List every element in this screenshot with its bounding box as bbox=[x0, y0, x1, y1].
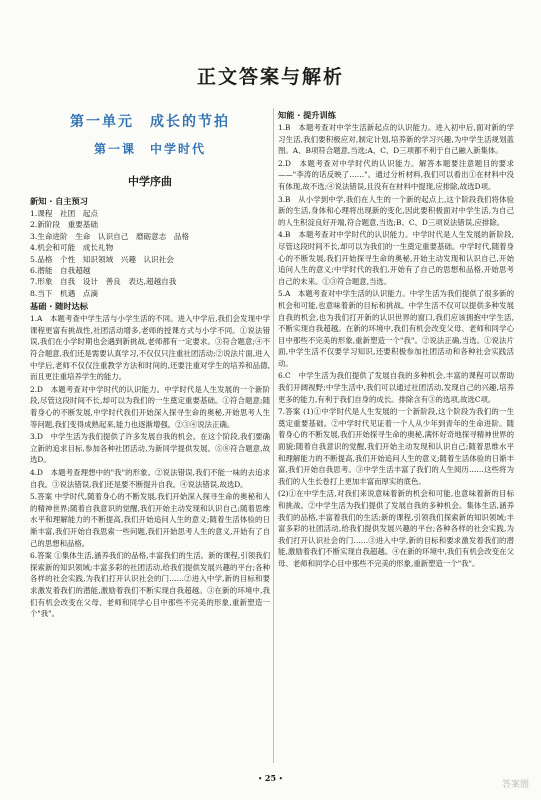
section-title: 中学序曲 bbox=[128, 175, 172, 188]
dot-icon: • bbox=[258, 775, 263, 783]
page-number bbox=[0, 773, 541, 783]
lesson-title: 第一课 中学时代 bbox=[93, 142, 206, 156]
left-column bbox=[30, 108, 270, 621]
answer-paragraph: 5.答案 中学时代,随着身心的不断发展,我们开始深入探寻生命的奥秘和人的精神世界;随着自我意识的觉醒,我们开始主动发现和认识自己;随着思维水平和理解能力的不断提高,我们开始追问人生的意义;随着生活体验的日渐丰富,我们开始自我思索一些问题,我们开始思考人生的意义,开始有了自己的思想和品格。 bbox=[30, 492, 270, 548]
practice-heading: 基础 · 随时达标 bbox=[30, 301, 88, 312]
answer-paragraph: 6.答案 ①集体生活,涵养我们的品格,丰富我们的生活。新的课程,引领我们探索新的知识领域;丰富多彩的社团活动,给我们提供发展兴趣的平台;各种各样的社会实践,为我们打开认识社会的门……②进入中学,新的目标和要求激发着我们的潜能,激励着我们不断实现自我超越。③在新的环境中,我们有机会改变在父母、老师和同学心目中那些不完美的形象,重新塑造一个"我"。 bbox=[30, 551, 270, 619]
preview-heading: 新知 · 自主预习 bbox=[30, 196, 88, 206]
list-item: 3.生命进阶 生命 认识自己 磨砺意志 品格 bbox=[30, 231, 190, 241]
answer-paragraph: 5.A 本题考查对中学生活的认识能力。中学生活为我们提供了很多新的机会和可能,也意味着新的目标和挑战。中学生活不仅可以提供多种发展自我的机会,也为我们打开新的认识世界的窗口,我们应该拥抱中学生活,不断实现自我超越。在新的环境中,我们有机会改变父母、老师和同学心目中那些不完美的形象,重新塑造一个"我"。②说法正确,当选。①说法片面,中学生活不仅要学习知识,还要积极参加社团活动和各种社会实践活动。 bbox=[278, 289, 514, 368]
list-item: 6.潜能 自我超越 bbox=[30, 266, 91, 276]
enhance-heading: 知能 · 提升训练 bbox=[278, 110, 336, 120]
answer-paragraph: 4.D 本题考查理想中的"我"的形象。②说法错误,我们不能一味的去追求自我。③说法错误,我们还是要不断提升自我。④说法错误,故选D。 bbox=[30, 467, 270, 489]
answer-paragraph: 2.D 本题考查对中学时代的认识能力。中学时代是人生发展的一个新阶段,尽管这段时间不长,却可以为我们的一生奠定重要基础。①符合题意;随着身心的不断发展,中学时代我们开始深入探寻生命的奥秘,开始思考人生等问题,我们变得成熟起来,能力也逐渐增强。②③④说法正确。 bbox=[30, 384, 270, 429]
list-item: 1.课程 社团 起点 bbox=[30, 209, 98, 218]
list-item: 8.当下 机遇 点滴 bbox=[30, 288, 98, 298]
answer-paragraph: 1.B 本题考查对中学生活新起点的认识能力。进入初中后,面对新的学习生活,我们要积极应对,制定计划,培养新的学习兴趣,为中学生活规划蓝图。A、B项符合题意,当选;A、C、D三项都不利于自己融入新集体。 bbox=[278, 123, 514, 156]
list-item: 2.新阶段 重要基础 bbox=[30, 220, 98, 230]
right-column bbox=[278, 108, 514, 571]
dot-icon: • bbox=[278, 775, 283, 783]
page-number-value: 25 bbox=[264, 773, 277, 783]
answer-paragraph: 4.B 本题考查对中学时代的认识能力。中学时代是人生发展的新阶段,尽管这段时间不长,却可以为我们的一生奠定重要基础。中学时代,随着身心的不断发展,我们开始探寻生命的奥秘,开始主动发现和认识自己,开始追问人生的意义;中学时代的我们,开始有了自己的思想和品格,开始思考自己的未来。①③符合题意,当选。 bbox=[278, 230, 514, 286]
list-item: 7.形象 自我 设计 善良 表达,超越自我 bbox=[30, 277, 177, 287]
column-divider bbox=[273, 108, 274, 763]
answer-paragraph: 1.A 本题考查中学生活与小学生活的不同。进入中学后,我们会发现中学课程更富有挑战性,社团活动增多,老师的授课方式与小学不同。①说法错误,我们在小学时期也会遇到新挑战,老师都有一定要求。③符合题意;④不符合题意,我们还是需要认真学习,不仅仅只注重社团活动;②说法片面,进入中学后,老师不仅仅注重教学方法和时间的,还要注重对学生的培养和品德,而且更注重培养学生的能力。 bbox=[30, 314, 270, 382]
unit-title: 第一单元 成长的节拍 bbox=[70, 114, 230, 130]
answer-paragraph: 2.D 本题考查对中学时代的认识能力。解答本题要注意题目的要求——"李涛的话反映了……"。通过分析材料,我们可以看出①在材料中没有体现,故不选;④说法错误,且没有在材料中提现,应排除,故选D项。 bbox=[278, 158, 514, 191]
answer-paragraph: 6.C 中学生活为我们提供了发展自我的多种机会,丰富的课程可以帮助我们开阔视野;中学生活中,我们可以通过社团活动,发现自己的兴趣,培养更多的能力,有利于我们自身的成长。排除含有③的选项,故选C项。 bbox=[278, 371, 514, 404]
list-item: 5.品格 个性 知识领域 兴趣 认识社会 bbox=[30, 254, 174, 264]
answer-paragraph: 3.B 从小学到中学,我们在人生的一个新的起点上,这个阶段我们将体验新的生活,身体和心理将出现新的变化,因此要积极面对中学生活,为自己的人生积淀良好开端,符合题意,当选;B、C、D三项说法错误,应排除。 bbox=[278, 194, 514, 227]
answer-paragraph: 7.答案 (1)①中学时代是人生发展的一个新阶段,这个阶段为我们的一生奠定重要基础。②中学时代见证着一个人从少年到青年的生命进阶。随着身心的不断发展,我们开始探寻生命的奥秘,满怀好奇地探寻精神世界的面貌;随着自我意识的觉醒,我们开始主动发现和认识自己;随着思维水平和理解能力的不断提高,我们开始追问人生的意义;随着生活体验的日渐丰富,我们开始自我思考。③中学生活丰富了我们的人生阅历……这些将为我们的人生长卷打上更加丰富而厚实的底色。 bbox=[278, 407, 514, 486]
watermark: 答案圈 bbox=[501, 780, 529, 790]
answer-paragraph: (2)①在中学生活,对我们来说意味着新的机会和可能,也意味着新的目标和挑战。②中学生活为我们提供了发展自我的多种机会。集体生活,涵养我们的品格,丰富着我们的生活;新的课程,引领我们探索新的知识领域;丰富多彩的社团活动,给我们提供发展兴趣的平台;各种各样的社会实践,为我们打开认识社会的门……③进入中学,新的目标和要求激发着我们的潜能,激励着我们不断实现自我超越。④在新的环境中,我们有机会改变在父母、老师和同学心目中那些不完美的形象,重新塑造一个"我"。 bbox=[278, 489, 514, 568]
preview-list bbox=[30, 208, 270, 299]
answer-paragraph: 3.D 中学生活为我们提供了许多发展自我的机会。在这个阶段,我们要确立新的追求目标,参加各种社团活动,为新同学提供发展。⑤⑧符合题意,故选D。 bbox=[30, 432, 270, 465]
page-title: 正文答案与解析 bbox=[196, 66, 344, 88]
list-item: 4.机会和可能 成长礼物 bbox=[30, 243, 114, 253]
